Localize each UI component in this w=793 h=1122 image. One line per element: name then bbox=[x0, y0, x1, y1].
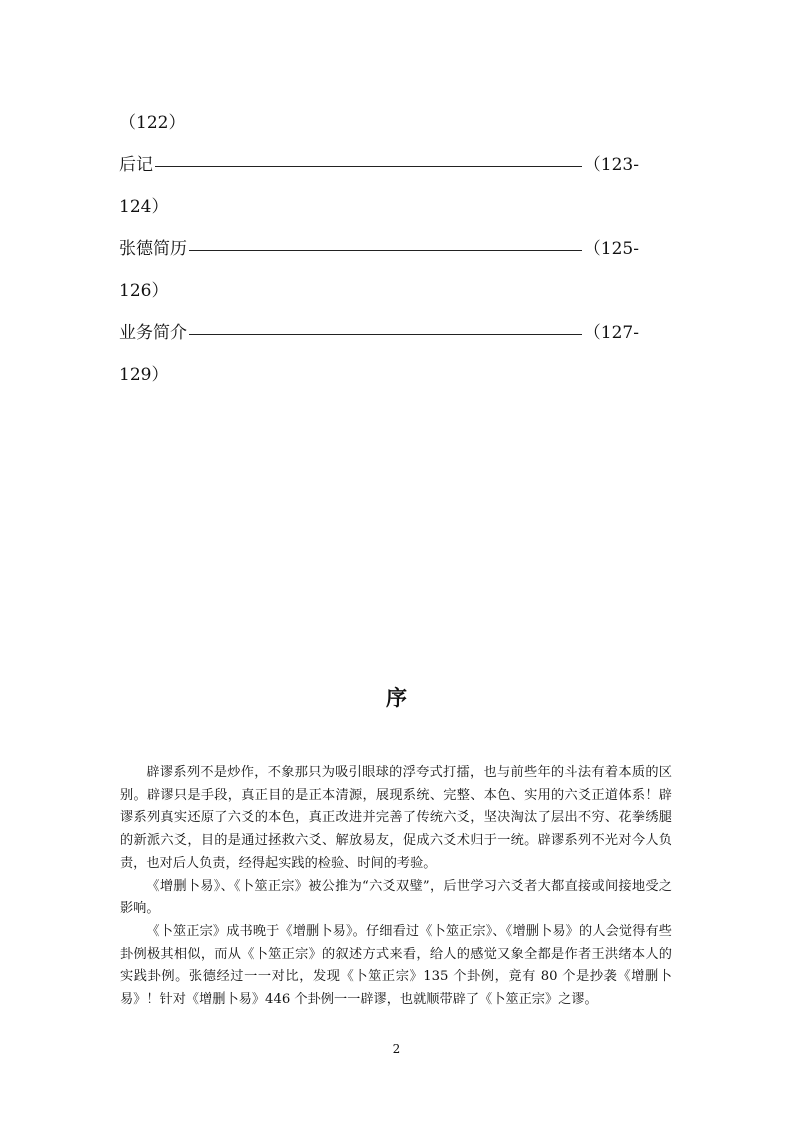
preface-paragraph: 辟谬系列不是炒作，不象那只为吸引眼球的浮夸式打擂，也与前些年的斗法有着本质的区别。辟谬只是手段，真正目的是正本清源，展现系统、完整、本色、实用的六爻正道体系！辟谬系列真实还原了六爻的本色，真正改进并完善了传统六爻，坚决淘汰了层出不穷、花拳绣腿的新派六爻，目的是通过拯救六爻、解放易友，促成六爻术归于一统。辟谬系列不光对今人负责，也对后人负责，经得起实践的检验、时间的考验。 bbox=[120, 765, 672, 871]
toc-page-range: 124） bbox=[119, 197, 169, 217]
toc-entry-label: 后记 bbox=[119, 155, 153, 175]
toc-page-range: （127- bbox=[583, 323, 639, 343]
toc-leader-line bbox=[189, 334, 582, 335]
toc-entry-resume-wrap bbox=[119, 270, 639, 312]
toc-entry-business-wrap bbox=[119, 354, 639, 396]
toc-entry-label: 业务简介 bbox=[119, 323, 187, 343]
preface-paragraph: 《卜筮正宗》成书晚于《增删卜易》。仔细看过《卜筮正宗》、《增删卜易》的人会觉得有些卦例极其相似，而从《卜筮正宗》的叙述方式来看，给人的感觉又象全都是作者王洪绪本人的实践卦例。张德经过一一对比，发现《卜筮正宗》135 个卦例，竟有 80 个是抄袭《增删卜易》！针对《增删卜易》446 个卦例一一辟谬，也就顺带辟了《卜筮正宗》之谬。 bbox=[120, 923, 672, 1008]
toc-entry-label: 张德简历 bbox=[119, 239, 187, 259]
toc-page-range: （125- bbox=[583, 239, 639, 259]
toc-page-range: （122） bbox=[119, 113, 186, 133]
page-number: 2 bbox=[392, 1042, 401, 1056]
toc-leader-line bbox=[155, 166, 582, 167]
toc-entry-business bbox=[119, 312, 639, 354]
toc-page-range: （123- bbox=[583, 155, 639, 175]
toc-entry-afterword bbox=[119, 144, 639, 186]
toc-page-range: 126） bbox=[119, 281, 169, 301]
toc-page-range: 129） bbox=[119, 365, 169, 385]
toc-continuation bbox=[119, 102, 639, 144]
toc-entry-resume bbox=[119, 228, 639, 270]
table-of-contents bbox=[119, 102, 639, 396]
preface-paragraph: 《增删卜易》、《卜筮正宗》被公推为“六爻双璧”，后世学习六爻者大都直接或间接地受之影响。 bbox=[120, 878, 672, 917]
toc-leader-line bbox=[189, 250, 582, 251]
preface-title: 序 bbox=[386, 685, 407, 710]
toc-entry-afterword-wrap bbox=[119, 186, 639, 228]
preface-body bbox=[120, 762, 672, 1012]
